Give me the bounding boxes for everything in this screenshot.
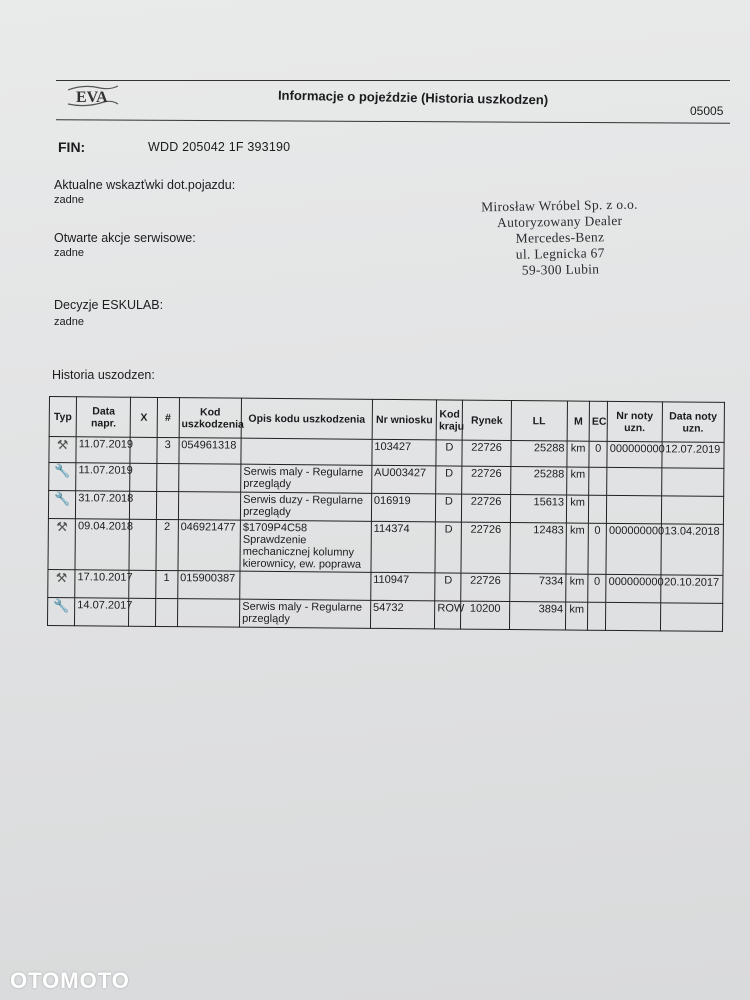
service-actions-label: Otwarte akcje serwisowe: — [54, 231, 196, 245]
cell-num — [156, 491, 178, 519]
cell-ll: 15613 — [510, 495, 567, 523]
cell-m: km — [566, 523, 589, 574]
cell-note-no: 000000000 — [607, 441, 662, 467]
cell-description: Serwis maly - Regularne przeglądy — [241, 464, 372, 493]
stamp-line: Mercedes-Benz — [515, 229, 605, 246]
cell-x — [129, 570, 155, 598]
cell-application-no: 110947 — [371, 572, 436, 601]
cell-num: 2 — [156, 519, 179, 570]
cell-x — [129, 519, 156, 570]
table-row — [48, 518, 723, 575]
cell-application-no: 54732 — [370, 600, 435, 629]
cell-market: 22726 — [461, 573, 510, 601]
damage-icon: ⚒ — [48, 569, 75, 597]
cell-x — [130, 491, 156, 519]
fin-label: FIN: — [58, 139, 86, 155]
cell-note-no — [607, 495, 662, 523]
cell-market: 22726 — [462, 466, 511, 494]
cell-note-date — [660, 603, 723, 632]
cell-note-date: 13.04.2018 — [660, 524, 723, 576]
cell-ec — [588, 602, 606, 630]
document-title: Informacje o pojeździe (Historia uszkodzen) — [277, 87, 549, 108]
col-application-no: Nr wniosku — [372, 399, 437, 440]
cell-num: 1 — [155, 570, 177, 598]
col-num: # — [157, 397, 179, 437]
damage-icon: ⚒ — [48, 518, 76, 569]
col-typ: Typ — [49, 397, 77, 437]
cell-m: km — [566, 495, 588, 523]
cell-note-no: 000000000 — [606, 523, 661, 574]
cell-country: D — [435, 573, 461, 601]
history-label: Historia uszodzen: — [52, 368, 155, 382]
table-header-row — [49, 397, 724, 443]
eskulab-label: Decyzje ESKULAB: — [54, 298, 164, 312]
cell-description — [240, 571, 371, 600]
cell-x — [130, 463, 156, 491]
cell-ll: 3894 — [509, 602, 566, 630]
otomoto-watermark: OTOMOTO — [10, 968, 130, 993]
damage-icon: ⚒ — [49, 437, 76, 463]
vehicle-notes-label: Aktualne wskazťwki dot.pojazdu: — [54, 178, 236, 192]
header-rule-top — [56, 80, 730, 81]
cell-x — [129, 598, 155, 626]
wrench-icon: 🔧 — [48, 491, 75, 519]
cell-x — [130, 437, 156, 463]
cell-date: 31.07.2018 — [76, 491, 131, 519]
cell-ll: 12483 — [510, 523, 567, 574]
cell-country: D — [436, 494, 462, 522]
stamp-line: Autoryzowany Dealer — [496, 212, 623, 231]
cell-note-date: 12.07.2019 — [661, 442, 724, 469]
cell-code — [178, 492, 241, 521]
col-ll: LL — [511, 401, 568, 441]
cell-ec: 0 — [589, 441, 607, 467]
cell-num — [156, 463, 178, 491]
cell-code: 046921477 — [178, 520, 241, 572]
logo-text: EVA — [76, 89, 108, 106]
cell-application-no: 114374 — [371, 521, 436, 573]
cell-country: D — [435, 522, 462, 573]
table-row — [47, 597, 722, 631]
cell-description: $1709P4C58 Sprawdzenie mechanicznej kolumny kierownicy, ew. poprawa — [240, 520, 371, 572]
cell-market: 22726 — [462, 440, 511, 466]
cell-note-no: 000000000 — [606, 574, 661, 602]
cell-m: km — [565, 602, 587, 630]
cell-ll: 25288 — [511, 441, 568, 467]
cell-code — [177, 599, 240, 628]
cell-note-date: 20.10.2017 — [660, 575, 723, 604]
cell-ec — [589, 495, 607, 523]
cell-date: 09.04.2018 — [75, 519, 130, 570]
damage-history-table — [47, 396, 725, 632]
col-m: M — [567, 401, 589, 441]
col-note-no: Nr noty uzn. — [607, 401, 662, 441]
col-note-date: Data noty uzn. — [662, 402, 725, 443]
cell-date: 14.07.2017 — [75, 598, 130, 626]
cell-application-no: AU003427 — [372, 465, 437, 494]
col-date: Data napr. — [76, 397, 131, 437]
cell-market: 22726 — [461, 522, 510, 573]
cell-ll: 7334 — [509, 574, 566, 602]
cell-code: 054961318 — [179, 438, 242, 465]
col-ec: EC — [589, 401, 607, 441]
cell-country: D — [436, 466, 462, 494]
cell-note-no — [607, 467, 662, 495]
eva-logo — [64, 80, 120, 110]
service-actions-value: zadne — [54, 247, 84, 259]
cell-num — [155, 598, 177, 626]
cell-ec: 0 — [588, 574, 606, 602]
cell-date: 11.07.2019 — [76, 437, 131, 463]
cell-m: km — [567, 441, 589, 467]
stamp-line: 59-300 Lubin — [521, 261, 600, 278]
cell-country: D — [436, 440, 462, 466]
cell-description — [241, 438, 372, 465]
vehicle-notes-value: zadne — [54, 194, 84, 206]
col-description: Opis kodu uszkodzenia — [241, 398, 372, 439]
cell-m: km — [567, 467, 589, 495]
col-market: Rynek — [463, 400, 512, 440]
cell-market: 22726 — [462, 494, 511, 522]
cell-ec — [589, 467, 607, 495]
dealer-stamp — [459, 196, 660, 279]
cell-application-no: 103427 — [372, 439, 437, 466]
stamp-line: ul. Legnicka 67 — [515, 245, 605, 262]
cell-note-no — [606, 602, 661, 630]
cell-description: Serwis duzy - Regularne przeglądy — [241, 492, 372, 521]
col-x: X — [131, 397, 157, 437]
cell-country: ROW — [435, 601, 461, 629]
fin-value: WDD 205042 1F 393190 — [148, 140, 291, 154]
cell-note-date — [661, 468, 724, 497]
cell-code: 015900387 — [177, 571, 240, 600]
header-rule-bottom — [56, 119, 730, 124]
cell-note-date — [661, 496, 724, 525]
wrench-icon: 🔧 — [47, 597, 74, 625]
cell-ll: 25288 — [510, 467, 567, 495]
cell-application-no: 016919 — [371, 493, 436, 522]
col-country-code: Kod kraju — [436, 400, 462, 440]
wrench-icon: 🔧 — [49, 463, 76, 491]
cell-market: 10200 — [461, 601, 510, 629]
cell-code — [178, 464, 241, 493]
col-damage-code: Kod uszkodzenia — [179, 398, 242, 439]
cell-date: 11.07.2019 — [76, 463, 131, 491]
cell-m: km — [566, 574, 588, 602]
cell-date: 17.10.2017 — [75, 570, 130, 598]
cell-description: Serwis maly - Regularne przeglądy — [240, 599, 371, 628]
document-code: 05005 — [690, 104, 724, 118]
cell-num: 3 — [157, 437, 179, 463]
stamp-line: Mirosław Wróbel Sp. z o.o. — [481, 196, 638, 215]
cell-ec: 0 — [588, 523, 607, 574]
eskulab-value: zadne — [54, 316, 84, 328]
